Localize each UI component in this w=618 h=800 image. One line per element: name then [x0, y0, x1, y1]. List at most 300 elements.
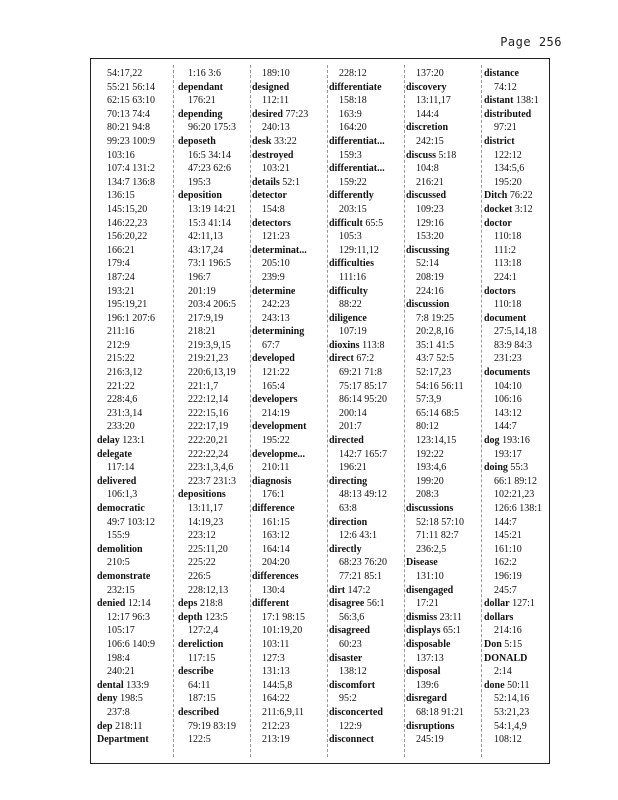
page-line-reference: 109:23 — [416, 203, 444, 215]
page-line-reference: 145:21 — [494, 530, 522, 542]
page-line-reference: 205:10 — [262, 258, 290, 270]
page-line-reference: 144:4 — [416, 108, 439, 120]
page-line-reference: 12:14 — [125, 598, 151, 610]
index-term: directly — [329, 543, 362, 555]
index-term: Department — [97, 734, 149, 746]
index-term-word: details — [252, 176, 280, 188]
index-term: document — [484, 312, 527, 324]
page-line-reference: 43:7 52:5 — [416, 353, 455, 365]
page-line-reference: 146:22,23 — [107, 217, 148, 229]
index-term: disregard — [406, 693, 447, 705]
page-line-reference: 99:23 100:9 — [107, 135, 156, 147]
page-line-reference: 196:21 — [339, 462, 367, 474]
page-line-reference: 127:1 — [509, 598, 535, 610]
page-line-reference: 80:12 — [416, 421, 439, 433]
word-index-frame — [90, 58, 550, 764]
index-term-word: docket — [484, 203, 513, 215]
page-line-reference: 239:9 — [262, 271, 285, 283]
page-line-reference: 105:17 — [107, 625, 135, 637]
index-term-word: displays — [406, 625, 441, 637]
page-line-reference: 55:21 56:14 — [107, 81, 156, 93]
page-line-reference: 77:23 — [282, 108, 309, 120]
index-term-with-reference — [484, 679, 558, 693]
page-line-reference: 187:24 — [107, 271, 135, 283]
index-term: differently — [329, 190, 374, 202]
page-line-reference: 106:1,3 — [107, 489, 138, 501]
page-line-reference: 52:1 — [279, 176, 301, 188]
page-line-reference: 129:11,12 — [339, 244, 379, 256]
index-term-with-reference — [406, 611, 480, 625]
page-line-reference: 222:17,19 — [188, 421, 229, 433]
page-line-reference: 228:12 — [339, 68, 367, 79]
page-line-reference: 56:1 — [364, 598, 385, 610]
page-line-reference: 237:8 — [107, 706, 130, 718]
page-line-reference: 97:21 — [494, 122, 517, 134]
index-term-word: depth — [178, 611, 203, 623]
page-line-reference: 164:14 — [262, 543, 290, 555]
page-line-reference: 122:5 — [188, 734, 211, 746]
page-line-reference: 53:21,23 — [494, 706, 530, 718]
page-line-reference: 144:7 — [494, 421, 517, 433]
page-line-reference: 161:15 — [262, 516, 290, 528]
page-line-reference: 1:16 3:6 — [188, 68, 222, 79]
page-line-reference: 219:21,23 — [188, 353, 229, 365]
page-line-reference: 33:22 — [271, 135, 297, 147]
page-line-reference: 245:19 — [416, 734, 444, 746]
page-line-reference: 35:1 41:5 — [416, 339, 455, 351]
page-line-reference: 122:9 — [339, 720, 362, 732]
page-line-reference: 123:14,15 — [416, 435, 457, 447]
page-line-reference: 74:12 — [494, 81, 517, 93]
page-line-reference: 77:21 85:1 — [339, 570, 383, 582]
column-divider — [481, 65, 482, 757]
page-line-reference: 196:7 — [188, 271, 211, 283]
page-line-reference: 104:8 — [416, 163, 439, 175]
page-line-reference: 5:18 — [436, 149, 457, 161]
page-line-reference: 130:4 — [262, 584, 285, 596]
page-line-reference: 195:3 — [188, 176, 211, 188]
index-term: difficulty — [329, 285, 368, 297]
index-term: disconcerted — [329, 706, 383, 718]
page-line-reference: 7:8 19:25 — [416, 312, 455, 324]
index-term-word: desired — [252, 108, 283, 120]
page-line-reference: 70:13 74:4 — [107, 108, 151, 120]
page-line-reference: 223:12 — [188, 530, 216, 542]
page-line-reference: 64:11 — [188, 679, 211, 691]
page-line-reference: 198:5 — [117, 693, 143, 705]
page-line-reference: 102:21,23 — [494, 489, 535, 501]
page-line-reference: 199:20 — [416, 475, 444, 487]
page-line-reference: 158:18 — [339, 95, 367, 107]
index-term-with-reference — [406, 624, 480, 638]
page-line-reference: 111:16 — [339, 271, 367, 283]
index-term: disruptions — [406, 720, 455, 732]
page-line-reference: 242:15 — [416, 135, 444, 147]
page-line-reference: 69:21 71:8 — [339, 367, 383, 379]
page-line-reference: 212:23 — [262, 720, 290, 732]
page-line-reference: 12:6 43:1 — [339, 530, 378, 542]
index-term: deposition — [178, 190, 222, 202]
page-line-reference: 195:22 — [262, 435, 290, 447]
page-line-reference: 103:21 — [262, 163, 290, 175]
page-line-reference: 112:11 — [262, 95, 290, 107]
page-line-reference: 83:9 84:3 — [494, 339, 533, 351]
index-column-4 — [329, 67, 403, 759]
page-line-reference: 73:1 196:5 — [188, 258, 232, 270]
index-term-word: dental — [97, 679, 124, 691]
page-line-reference: 60:23 — [339, 638, 362, 650]
index-term-word: desk — [252, 135, 272, 147]
page-line-reference: 13:19 14:21 — [188, 203, 237, 215]
page-line-reference: 131:10 — [416, 570, 444, 582]
index-term: delivered — [97, 475, 137, 487]
index-term: discomfort — [329, 679, 376, 691]
index-term-word: deps — [178, 598, 198, 610]
page-line-reference: 63:8 — [339, 503, 357, 514]
page-line-reference: 110:18 — [494, 299, 522, 311]
index-term: district — [484, 135, 515, 147]
page-line-reference: 208:3 — [416, 489, 439, 501]
index-term: developers — [252, 394, 298, 406]
page-line-reference: 203:15 — [339, 203, 367, 215]
index-term-word: delay — [97, 435, 120, 447]
index-column-2 — [178, 67, 252, 759]
page-line-reference: 144:7 — [494, 516, 517, 528]
page-line-reference: 200:14 — [339, 407, 367, 419]
page-line-reference: 80:21 94:8 — [107, 122, 151, 134]
page-line-reference: 161:10 — [494, 543, 522, 555]
page-line-reference: 201:19 — [188, 285, 216, 297]
page-line-reference: 133:9 — [123, 679, 149, 691]
index-term: determinat... — [252, 244, 307, 256]
page-line-reference: 52:14 — [416, 258, 439, 270]
page-line-reference: 3:12 — [512, 203, 533, 215]
page-line-reference: 233:20 — [107, 421, 135, 433]
index-term-word: dollar — [484, 598, 510, 610]
page-line-reference: 212:9 — [107, 339, 130, 351]
page-line-reference: 153:20 — [416, 231, 444, 243]
page-line-reference: 228:12,13 — [188, 584, 229, 596]
index-term: disposable — [406, 638, 451, 650]
page-line-reference: 20:2,8,16 — [416, 326, 454, 338]
page-line-reference: 52:17,23 — [416, 367, 452, 379]
index-term-with-reference — [484, 461, 558, 475]
column-divider — [404, 65, 405, 757]
index-column-6 — [484, 67, 558, 759]
page-line-reference: 242:23 — [262, 299, 290, 311]
page-line-reference: 144:5,8 — [262, 679, 293, 691]
index-term-word: disagree — [329, 598, 365, 610]
page-line-reference: 156:20,22 — [107, 231, 148, 243]
page-line-reference: 193:4,6 — [416, 462, 447, 474]
page-line-reference: 193:21 — [107, 285, 135, 297]
page-line-reference: 107:4 131:2 — [107, 163, 156, 175]
page-line-reference: 42:11,13 — [188, 231, 223, 243]
index-term: directing — [329, 475, 368, 487]
index-term: disconnect — [329, 734, 374, 746]
page-line-reference: 214:19 — [262, 407, 290, 419]
page-line-reference: 220:6,13,19 — [188, 367, 236, 379]
index-term: Disease — [406, 557, 438, 569]
page-line-reference: 65:14 68:5 — [416, 407, 460, 419]
page-line-reference: 16:5 34:14 — [188, 149, 232, 161]
page-line-reference: 68:23 76:20 — [339, 557, 388, 569]
page-line-reference: 68:18 91:21 — [416, 706, 465, 718]
page-line-reference: 225:22 — [188, 557, 216, 569]
page-line-reference: 106:16 — [494, 394, 522, 406]
page-line-reference: 139:6 — [416, 679, 439, 691]
page-line-reference: 62:15 63:10 — [107, 95, 156, 107]
index-term: diligence — [329, 312, 367, 324]
page-line-reference: 131:13 — [262, 666, 290, 678]
page-line-reference: 201:7 — [339, 421, 362, 433]
page-line-reference: 218:21 — [188, 326, 216, 338]
page-line-reference: 2:14 — [494, 666, 512, 678]
page-line-reference: 216:3,12 — [107, 367, 143, 379]
page-line-reference: 5:15 — [501, 638, 523, 650]
page-line-reference: 43:17,24 — [188, 244, 224, 256]
index-term-word: distant — [484, 95, 514, 107]
page-line-reference: 218:11 — [112, 720, 143, 732]
page-line-reference: 134:5,6 — [494, 163, 525, 175]
index-term: distributed — [484, 108, 532, 120]
index-term: dependant — [178, 81, 224, 93]
index-term: discussion — [406, 299, 450, 311]
page-line-reference: 245:7 — [494, 584, 517, 596]
index-term-with-reference — [406, 149, 480, 163]
page-line-reference: 218:8 — [197, 598, 223, 610]
page-line-reference: 225:11,20 — [188, 543, 228, 555]
index-term-with-reference — [484, 434, 558, 448]
page-line-reference: 107:19 — [339, 326, 367, 338]
index-term-with-reference — [97, 692, 171, 706]
index-term: deposeth — [178, 135, 216, 147]
index-term: differentiat... — [329, 163, 385, 175]
page-line-reference: 103:11 — [262, 638, 290, 650]
index-term: difficulties — [329, 258, 374, 270]
index-term: discovery — [406, 81, 447, 93]
page-line-reference: 222:22,24 — [188, 448, 229, 460]
index-term-word: discuss — [406, 149, 437, 161]
page-line-reference: 96:20 175:3 — [188, 122, 237, 134]
index-term: doctor — [484, 217, 512, 229]
page-line-reference: 221:22 — [107, 380, 135, 392]
page-line-reference: 196:19 — [494, 570, 522, 582]
index-term-with-reference — [97, 434, 171, 448]
index-term-with-reference — [97, 597, 171, 611]
page-line-reference: 110:18 — [494, 231, 522, 243]
page-line-reference: 166:21 — [107, 244, 135, 256]
page-line-reference: 203:4 206:5 — [188, 299, 237, 311]
index-term: delegate — [97, 448, 132, 460]
page-line-reference: 47:23 62:6 — [188, 163, 232, 175]
index-term-word: dirt — [329, 584, 346, 596]
index-term-word: dog — [484, 435, 500, 447]
page-line-reference: 192:22 — [416, 448, 444, 460]
page-line-reference: 196:1 207:6 — [107, 312, 156, 324]
index-term: developed — [252, 353, 295, 365]
index-term: destroyed — [252, 149, 294, 161]
page-line-reference: 243:13 — [262, 312, 290, 324]
page-line-reference: 222:12,14 — [188, 394, 229, 406]
index-term: determining — [252, 326, 305, 338]
page-line-reference: 195:20 — [494, 176, 522, 188]
page-line-reference: 142:7 165:7 — [339, 448, 388, 460]
index-term: disengaged — [406, 584, 454, 596]
page-line-reference: 138:12 — [339, 666, 367, 678]
page-line-reference: 137:13 — [416, 652, 444, 664]
page-line-reference: 123:5 — [202, 611, 228, 623]
page-line-reference: 189:10 — [262, 68, 290, 79]
page-line-reference: 215:22 — [107, 353, 135, 365]
page-line-reference: 138:1 — [513, 95, 539, 107]
page-line-reference: 240:13 — [262, 122, 290, 134]
index-term-with-reference — [484, 94, 558, 108]
index-term: dollars — [484, 611, 514, 623]
page-line-reference: 231:3,14 — [107, 407, 143, 419]
page-line-reference: 214:16 — [494, 625, 522, 637]
index-term: directed — [329, 435, 364, 447]
page-line-reference: 198:4 — [107, 652, 130, 664]
page-line-reference: 193:16 — [499, 435, 530, 447]
index-term-with-reference — [329, 584, 403, 598]
page-line-reference: 121:23 — [262, 231, 290, 243]
page-line-reference: 219:3,9,15 — [188, 339, 231, 351]
index-term-with-reference — [97, 720, 171, 734]
index-term-word: direct — [329, 353, 354, 365]
page-line-reference: 159:3 — [339, 149, 362, 161]
page-line-reference: 15:3 41:14 — [188, 217, 232, 229]
page-line-reference: 195:19,21 — [107, 299, 148, 311]
index-term: demolition — [97, 543, 143, 555]
index-term-with-reference — [329, 217, 403, 231]
page-line-reference: 50:11 — [504, 679, 530, 691]
index-term: differences — [252, 570, 299, 582]
index-term-word: difficult — [329, 217, 363, 229]
page-line-reference: 127:2,4 — [188, 625, 219, 637]
index-term: democratic — [97, 503, 145, 514]
page-line-reference: 111:2 — [494, 244, 517, 256]
page-line-reference: 240:21 — [107, 666, 135, 678]
index-term: disposal — [406, 666, 441, 678]
page-line-reference: 66:1 89:12 — [494, 475, 538, 487]
page-line-reference: 126:6 138:1 — [494, 503, 543, 514]
index-term-with-reference — [252, 135, 326, 149]
page-line-reference: 163:12 — [262, 530, 290, 542]
page-line-reference: 143:12 — [494, 407, 522, 419]
page-line-reference: 103:16 — [107, 149, 135, 161]
index-term: described — [178, 706, 220, 718]
index-term-with-reference — [252, 176, 326, 190]
page-line-reference: 236:2,5 — [416, 543, 447, 555]
page-line-reference: 12:17 96:3 — [107, 611, 151, 623]
page-line-reference: 86:14 95:20 — [339, 394, 388, 406]
page-line-reference: 154:8 — [262, 203, 285, 215]
index-term: developme... — [252, 448, 306, 460]
page-line-reference: 56:3,6 — [339, 611, 365, 623]
page-line-reference: 145:15,20 — [107, 203, 148, 215]
index-term-word: dep — [97, 720, 113, 732]
index-term-word: dioxins — [329, 339, 360, 351]
page-line-reference: 221:1,7 — [188, 380, 219, 392]
page-line-reference: 48:13 49:12 — [339, 489, 388, 501]
page-line-reference: 65:5 — [362, 217, 384, 229]
index-term: designed — [252, 81, 290, 93]
page-line-reference: 204:20 — [262, 557, 290, 569]
page-line-reference: 121:22 — [262, 367, 290, 379]
index-column-1 — [97, 67, 171, 759]
index-term-with-reference — [484, 597, 558, 611]
index-term-word: dismiss — [406, 611, 438, 623]
page-line-reference: 136:15 — [107, 190, 135, 202]
page-line-reference: 113:18 — [494, 258, 522, 270]
page-line-reference: 79:19 83:19 — [188, 720, 237, 732]
page-line-reference: 49:7 103:12 — [107, 516, 156, 528]
page-line-reference: 216:21 — [416, 176, 444, 188]
column-divider — [173, 65, 174, 757]
page-line-reference: 123:1 — [119, 435, 146, 447]
page-line-reference: 164:20 — [339, 122, 367, 134]
page-line-reference: 226:5 — [188, 570, 211, 582]
page-line-reference: 54:1,4,9 — [494, 720, 527, 732]
page-line-reference: 54:17,22 — [107, 68, 143, 79]
index-term: documents — [484, 367, 531, 379]
page-line-reference: 187:15 — [188, 693, 216, 705]
page-number-label: Page 256 — [500, 35, 562, 49]
page-line-reference: 13:11,17 — [188, 503, 223, 514]
page-line-reference: 104:10 — [494, 380, 522, 392]
page-line-reference: 223:7 231:3 — [188, 475, 237, 487]
page-line-reference: 67:2 — [353, 353, 375, 365]
page-line-reference: 14:19,23 — [188, 516, 224, 528]
page-line-reference: 224:16 — [416, 285, 444, 297]
page-line-reference: 57:3,9 — [416, 394, 442, 406]
index-term-word: denied — [97, 598, 126, 610]
page-line-reference: 127:3 — [262, 652, 285, 664]
page-line-reference: 105:3 — [339, 231, 362, 243]
page-line-reference: 88:22 — [339, 299, 362, 311]
index-term: difference — [252, 503, 295, 514]
index-term-with-reference — [252, 108, 326, 122]
page-line-reference: 176:21 — [188, 95, 216, 107]
column-divider — [250, 65, 251, 757]
page-line-reference: 211:16 — [107, 326, 135, 338]
page-line-reference: 27:5,14,18 — [494, 326, 537, 338]
index-term: discussing — [406, 244, 450, 256]
index-term-with-reference — [178, 611, 252, 625]
page-line-reference: 208:19 — [416, 271, 444, 283]
index-term: demonstrate — [97, 570, 151, 582]
page-line-reference: 231:23 — [494, 353, 522, 365]
index-term-with-reference — [329, 352, 403, 366]
index-term: detectors — [252, 217, 291, 229]
page-line-reference: 17:21 — [416, 598, 439, 610]
page-line-reference: 213:19 — [262, 734, 290, 746]
page-line-reference: 137:20 — [416, 68, 444, 79]
page-line-reference: 232:15 — [107, 584, 135, 596]
index-term: dereliction — [178, 638, 224, 650]
page-line-reference: 163:9 — [339, 108, 362, 120]
page-line-reference: 113:8 — [359, 339, 385, 351]
page-line-reference: 179:4 — [107, 258, 130, 270]
index-term: determine — [252, 285, 296, 297]
index-term: DONALD — [484, 652, 528, 664]
index-term: differentiate — [329, 81, 382, 93]
page-line-reference: 223:1,3,4,6 — [188, 462, 234, 474]
index-term-with-reference — [178, 597, 252, 611]
page-line-reference: 147:2 — [345, 584, 371, 596]
page-line-reference: 134:7 136:8 — [107, 176, 156, 188]
